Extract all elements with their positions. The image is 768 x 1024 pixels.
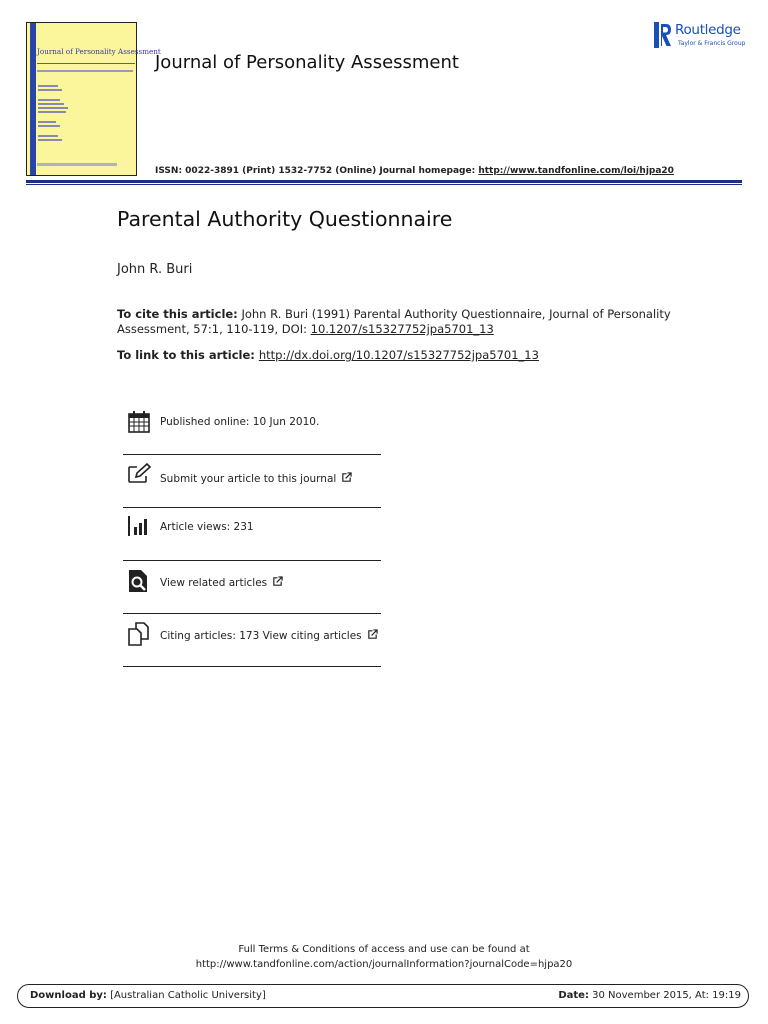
link-label: To link to this article: (117, 348, 259, 362)
related-articles-link[interactable] (160, 576, 283, 589)
terms-and-conditions (0, 942, 768, 972)
related-articles-text: View related articles (160, 577, 268, 589)
cover-text-line (38, 111, 66, 113)
terms-line-1: Full Terms & Conditions of access and use can be found at (238, 944, 530, 955)
date-label: Date: (558, 990, 589, 1001)
external-link-icon (341, 472, 352, 483)
submit-article-link[interactable] (160, 472, 352, 485)
cover-text-line (38, 125, 60, 127)
cover-text-line (38, 99, 60, 101)
submit-article-item[interactable] (123, 463, 381, 516)
info-separator (123, 507, 381, 508)
info-separator (123, 454, 381, 455)
calendar-icon (127, 410, 151, 434)
cover-rule (37, 63, 135, 64)
citing-articles-link[interactable] (160, 629, 378, 642)
article-link-line (117, 348, 539, 362)
journal-title: Journal of Personality Assessment (155, 52, 459, 73)
cover-title: Journal of Personality Assessment (37, 47, 161, 56)
article-doi-url-link[interactable]: http://dx.doi.org/10.1207/s15327752jpa5701_13 (258, 348, 539, 362)
bar-chart-icon (127, 515, 151, 539)
external-link-icon (367, 629, 378, 640)
cite-text: John R. Buri (1991) Parental Authority Questionnaire, Journal of Personality Assessment, 57:1, 110-119, DOI: (117, 307, 671, 336)
info-separator (123, 613, 381, 614)
download-by-label: Download by: (30, 990, 107, 1001)
download-by (30, 990, 266, 1001)
cover-text-line (38, 121, 56, 123)
citing-articles-text: Citing articles: 173 View citing articles (160, 630, 362, 642)
info-separator (123, 560, 381, 561)
citing-articles-item[interactable] (123, 622, 381, 675)
article-views-text: Article views: 231 (160, 521, 254, 533)
publisher-logo-text: Routledge (675, 22, 741, 38)
info-separator (123, 666, 381, 667)
article-title: Parental Authority Questionnaire (117, 207, 453, 231)
issn-text: ISSN: 0022-3891 (Print) 1532-7752 (Online) Journal homepage: (155, 166, 479, 176)
publisher-logo-subtext: Taylor & Francis Group (678, 40, 746, 47)
cite-label: To cite this article: (117, 307, 238, 321)
cover-text-line (38, 85, 58, 87)
download-by-value: [Australian Catholic University] (106, 990, 266, 1001)
issn-line (155, 166, 674, 176)
submit-article-text: Submit your article to this journal (160, 473, 337, 485)
cover-text-line (38, 135, 58, 137)
doi-link[interactable]: 10.1207/s15327752jpa5701_13 (310, 322, 494, 336)
cover-text-line (38, 107, 68, 109)
edit-icon (127, 463, 151, 487)
cover-text-line (37, 70, 133, 72)
related-articles-item[interactable] (123, 569, 381, 622)
cover-footer (37, 163, 117, 166)
cover-text-line (38, 89, 62, 91)
citation-block (117, 307, 677, 337)
download-date (558, 990, 741, 1001)
routledge-logo-icon (654, 22, 672, 48)
citing-articles-icon (127, 622, 151, 646)
terms-url[interactable]: http://www.tandfonline.com/action/journalInformation?journalCode=hjpa20 (195, 959, 573, 970)
related-articles-icon (127, 569, 151, 593)
cover-text-line (38, 103, 64, 105)
published-online-item (123, 410, 381, 463)
journal-cover-thumbnail (26, 22, 161, 176)
published-online-text: Published online: 10 Jun 2010. (160, 416, 320, 428)
header-divider (26, 180, 742, 183)
cover-spine (30, 23, 36, 175)
journal-homepage-link[interactable]: http://www.tandfonline.com/loi/hjpa20 (478, 166, 674, 176)
external-link-icon (272, 576, 283, 587)
header-divider-thin (26, 184, 742, 185)
date-value: 30 November 2015, At: 19:19 (588, 990, 741, 1001)
cover-text-line (38, 139, 62, 141)
article-author: John R. Buri (117, 262, 193, 277)
